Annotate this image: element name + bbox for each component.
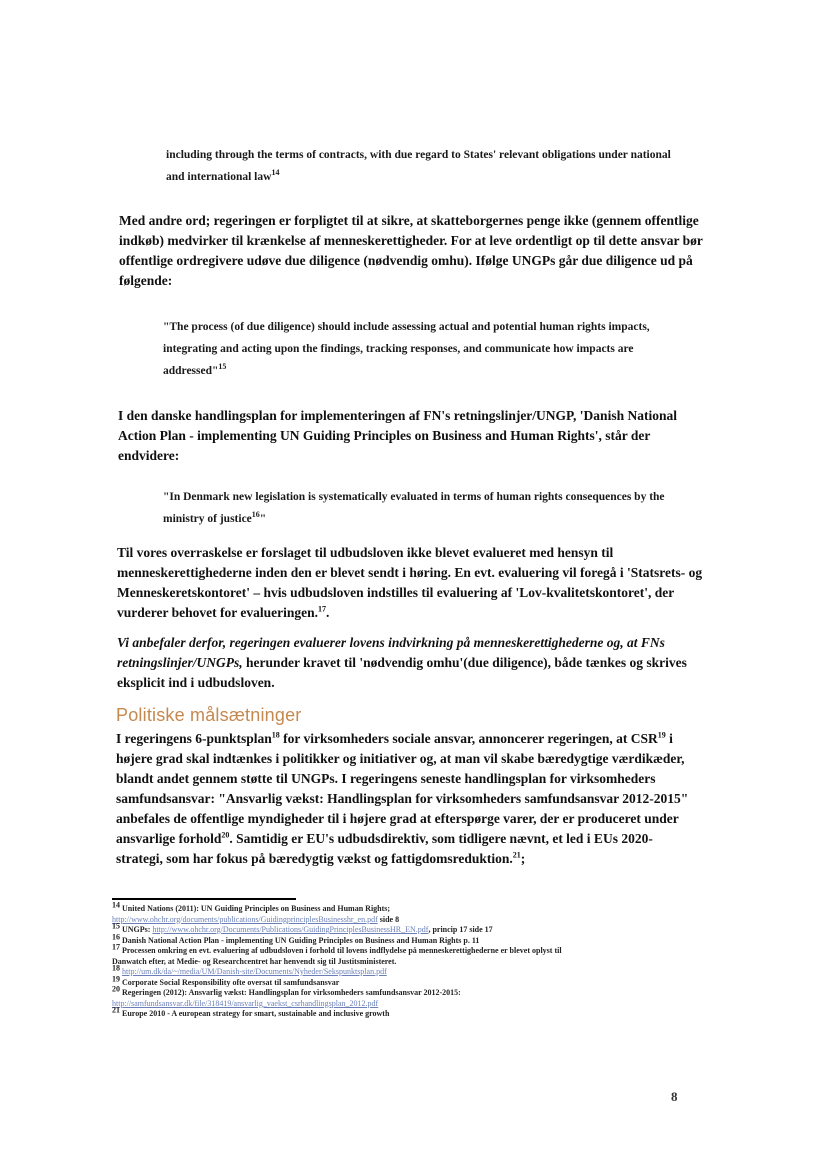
footnote-ref-14[interactable]: 14 bbox=[271, 168, 280, 178]
footnote-20-cont bbox=[112, 999, 562, 1010]
quote-1-line-2: and international law$^{14}$ bbox=[166, 168, 280, 183]
footnote-separator bbox=[112, 898, 296, 900]
para-1-line-4: følgende: bbox=[119, 273, 173, 288]
para-4-line-1: Vi anbefaler derfor, regeringen evaluerer lovens indvirkning på menneskerettighederne og, at FNs bbox=[117, 635, 665, 650]
footnote-ref-15[interactable]: 15 bbox=[218, 362, 227, 372]
footnote-14-link[interactable]: http://www.ohchr.org/documents/publications/GuidingprinciplesBusinesshr_en.pdf bbox=[112, 914, 378, 924]
quote-block-2 bbox=[163, 316, 650, 382]
para-5-line-1: I regeringens 6-punktsplan$^{18}$ for virksomheders sociale ansvar, annoncerer regeringen, at CSR$^{19}$ i bbox=[116, 730, 673, 746]
footnote-18: $^{18}$ http://um.dk/da/~/media/UM/Danish-site/Documents/Nyheder/Sekspunktsplan.pdf bbox=[112, 963, 387, 976]
quote-3-line-1: "In Denmark new legislation is systematically evaluated in terms of human rights consequences by the bbox=[163, 491, 665, 503]
quote-block-3 bbox=[163, 486, 665, 530]
para-5-line-5: anbefales de offentlige myndigheder til i højere grad at efterspørge varer, der er produceret under bbox=[116, 811, 679, 826]
para-1-line-2: indkøb) medvirker til krænkelse af menneskerettigheder. For at leve ordentligt op til dette ansvar bør bbox=[119, 233, 703, 248]
quote-2-line-1: "The process (of due diligence) should include assessing actual and potential human rights impacts, bbox=[163, 321, 650, 333]
paragraph-2 bbox=[118, 406, 677, 466]
section-heading: Politiske målsætninger bbox=[116, 705, 302, 725]
para-1-line-1: Med andre ord; regeringen er forpligtet til at sikre, at skatteborgernes penge ikke (gennem offentlige bbox=[119, 213, 699, 228]
page-number: 8 bbox=[671, 1089, 678, 1104]
quote-1-line-1: including through the terms of contracts, with due regard to States' relevant obligations under national bbox=[166, 149, 671, 161]
para-5-line-6: ansvarlige forhold$^{20}$. Samtidig er EU's udbudsdirektiv, som tidligere nævnt, et led i EUs 2020- bbox=[116, 830, 653, 846]
para-3-line-2: menneskerettighederne inden den er blevet sendt i høring. En evt. evaluering vil foregå i 'Statsrets- og bbox=[117, 565, 703, 580]
paragraph-1 bbox=[119, 211, 703, 291]
footnote-ref-20[interactable]: 20 bbox=[221, 830, 230, 840]
footnote-20-link[interactable]: http://samfundsansvar.dk/file/318419/ansvarlig_vaekst_csrhandlingsplan_2012.pdf bbox=[112, 998, 379, 1008]
para-3-line-1: Til vores overraskelse er forslaget til udbudsloven ikke blevet evalueret med hensyn til bbox=[117, 545, 614, 560]
footnote-14: $^{14}$ United Nations (2011): UN Guiding Principles on Business and Human Rights; bbox=[112, 900, 391, 913]
footnote-17-cont: Danwatch efter, at Medie- og Researchcentret har henvendt sig til Justitsministeret. bbox=[112, 956, 397, 966]
para-2-line-2: Action Plan - implementing UN Guiding Principles on Business and Human Rights', står der bbox=[118, 428, 651, 443]
paragraph-5 bbox=[116, 729, 688, 869]
footnote-ref-19[interactable]: 19 bbox=[657, 730, 666, 740]
footnote-21: $^{21}$ Europe 2010 - A european strategy for smart, sustainable and inclusive growth bbox=[112, 1005, 390, 1018]
para-1-line-3: offentlige ordregivere udøve due diligence (nødvendig omhu). Ifølge UNGPs går due diligence ud på bbox=[119, 253, 693, 268]
footnote-ref-18[interactable]: 18 bbox=[271, 730, 280, 740]
footnote-14-cont: http://www.ohchr.org/documents/publications/GuidingprinciplesBusinesshr_en.pdf side 8 bbox=[112, 914, 400, 924]
footnote-19: $^{19}$ Corporate Social Responsibility ofte oversat til samfundsansvar bbox=[112, 973, 340, 987]
para-3-line-3: Menneskeretskontoret' – hvis udbudsloven indstilles til evaluering af 'Lov-kvalitetskontoret', der bbox=[117, 585, 675, 600]
para-5-line-2: højere grad skal indtænkes i politikker og initiativer og, at man vil skabe bæredygtige værdikæder, bbox=[116, 751, 685, 766]
footnotes bbox=[112, 900, 562, 1020]
quote-2-line-3: addressed"$^{15}$ bbox=[163, 362, 227, 377]
quote-block-1 bbox=[166, 144, 671, 188]
footnote-15: $^{15}$ UNGPs: http://www.ohchr.org/Documents/Publications/GuidingPrinciplesBusinessHR_EN.pdf, princip 17 side 17 bbox=[112, 921, 493, 934]
quote-3-line-2: ministry of justice$^{16}$" bbox=[163, 510, 267, 525]
footnote-ref-16[interactable]: 16 bbox=[251, 510, 260, 520]
para-5-line-3: blandt andet gennem støtte til UNGPs. I regeringens seneste handlingsplan for virksomheders bbox=[116, 771, 656, 786]
footnote-ref-17[interactable]: 17 bbox=[317, 604, 326, 614]
paragraph-4-recommendation bbox=[117, 633, 687, 693]
para-5-line-4: samfundsansvar: "Ansvarlig vækst: Handlingsplan for virksomheders samfundsansvar 2012-2015" bbox=[116, 791, 689, 806]
footnote-20: $^{20}$ Regeringen (2012): Ansvarlig vækst: Handlingsplan for virksomheders samfundsansvar 2012-2015: bbox=[112, 984, 461, 997]
footnote-15-link[interactable]: http://www.ohchr.org/Documents/Publications/GuidingPrinciplesBusinessHR_EN.pdf bbox=[152, 925, 429, 934]
quote-2-line-2: integrating and acting upon the findings, tracking responses, and communicate how impacts are bbox=[163, 343, 634, 355]
para-4-line-2: retningslinjer/UNGPs, herunder kravet til 'nødvendig omhu'(due diligence), både tænkes og skrives bbox=[117, 655, 687, 670]
footnote-17: $^{17}$ Processen omkring en evt. evaluering af udbudsloven i forhold til lovens indflydelse på menneskerettighederne er blevet oplyst til bbox=[112, 942, 562, 955]
para-4-line-3: eksplicit ind i udbudsloven. bbox=[117, 675, 275, 690]
footnote-16: $^{16}$ Danish National Action Plan - implementing UN Guiding Principles on Business and Human Rights p. 11 bbox=[112, 931, 480, 945]
para-5-line-7: strategi, som har fokus på bæredygtig vækst og fattigdomsreduktion.$^{21}$; bbox=[116, 850, 526, 866]
para-2-line-1: I den danske handlingsplan for implementeringen af FN's retningslinjer/UNGP, 'Danish National bbox=[118, 408, 677, 423]
para-2-line-3: endvidere: bbox=[118, 448, 180, 463]
footnote-ref-21[interactable]: 21 bbox=[512, 850, 521, 860]
paragraph-3 bbox=[117, 543, 702, 623]
para-3-line-4: vurderer behovet for evalueringen.$^{17}$. bbox=[117, 604, 330, 620]
footnote-18-link[interactable]: http://um.dk/da/~/media/UM/Danish-site/Documents/Nyheder/Sekspunktsplan.pdf bbox=[122, 967, 387, 976]
